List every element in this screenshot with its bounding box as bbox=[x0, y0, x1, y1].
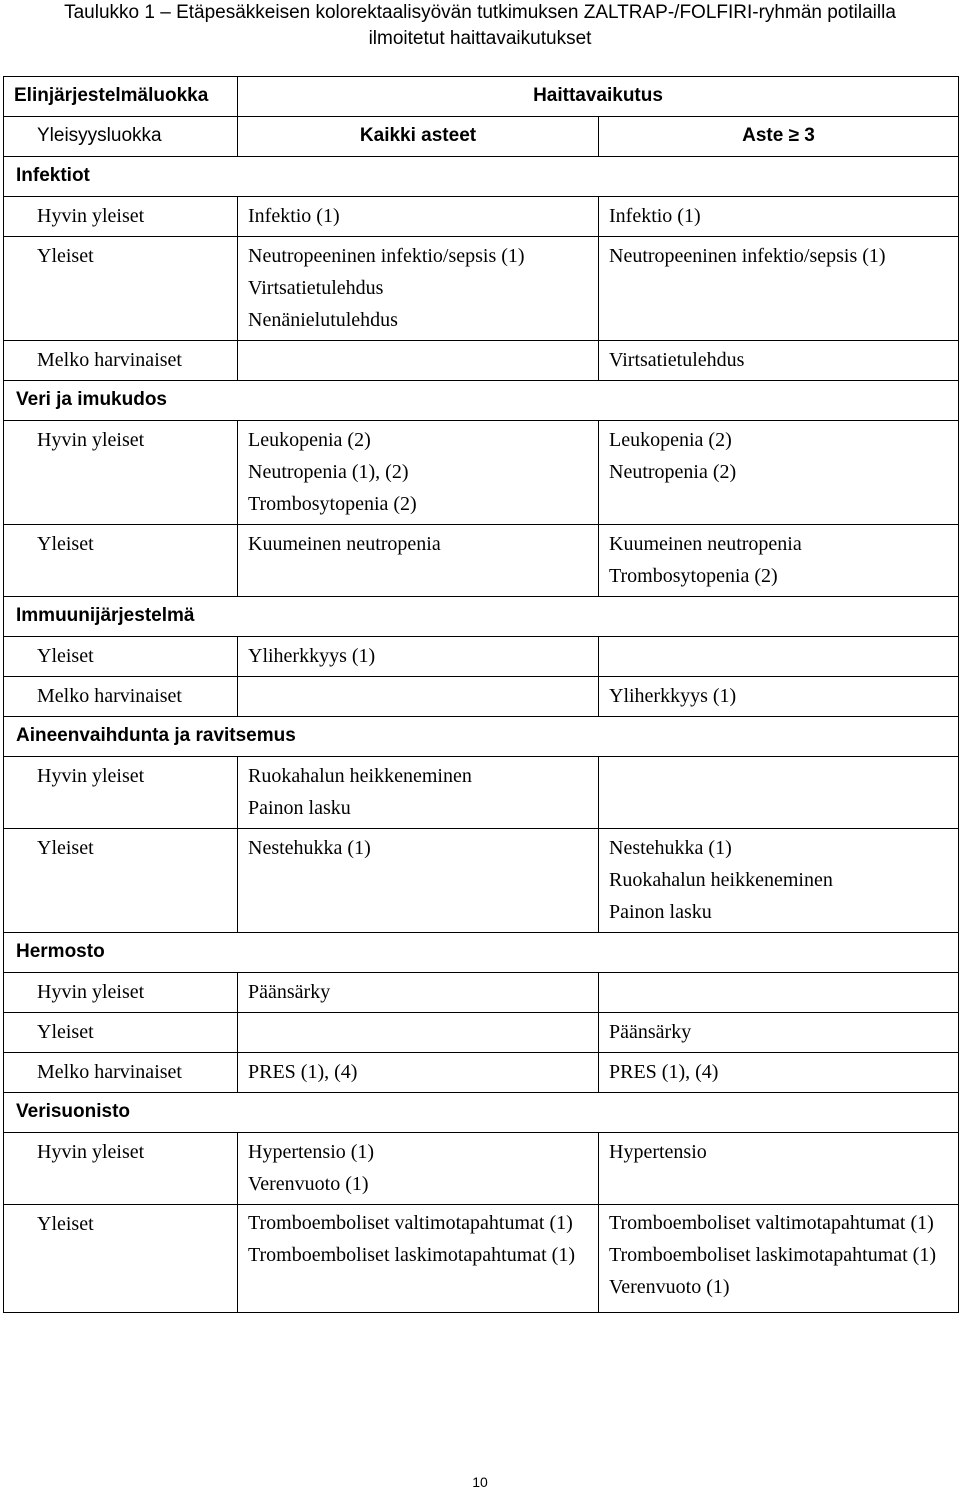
all-grades-cell bbox=[238, 677, 599, 717]
grade-3-cell bbox=[599, 197, 959, 237]
grade-3-cell bbox=[599, 1133, 959, 1205]
reaction-text: Neutropeeninen infektio/sepsis (1) bbox=[248, 245, 525, 267]
all-grades-cell bbox=[238, 1053, 599, 1093]
table-row bbox=[4, 525, 959, 597]
reaction-text: Nestehukka (1) bbox=[609, 837, 732, 859]
grade-3-cell bbox=[599, 973, 959, 1013]
reaction-text: Tromboemboliset valtimotapahtumat (1) bbox=[248, 1212, 573, 1234]
table-row bbox=[4, 1053, 959, 1093]
reaction-text: Hypertensio (1) bbox=[248, 1141, 375, 1163]
reaction-text: Leukopenia (2) bbox=[609, 429, 732, 451]
section-title: Aineenvaihdunta ja ravitsemus bbox=[4, 717, 959, 757]
reaction-text: Hypertensio bbox=[609, 1141, 707, 1163]
reaction-text: Yliherkkyys (1) bbox=[248, 645, 376, 667]
reaction-text: Yliherkkyys (1) bbox=[609, 685, 737, 707]
table-row bbox=[4, 973, 959, 1013]
table-row bbox=[4, 637, 959, 677]
table-row bbox=[4, 237, 959, 341]
reaction-text: PRES (1), (4) bbox=[609, 1061, 719, 1083]
all-grades-cell bbox=[238, 829, 599, 933]
all-grades-cell bbox=[238, 421, 599, 525]
table-row bbox=[4, 197, 959, 237]
table-row bbox=[4, 829, 959, 933]
table-row bbox=[4, 421, 959, 525]
grade-3-cell bbox=[599, 341, 959, 381]
reaction-text: Kuumeinen neutropenia bbox=[609, 533, 802, 555]
section-row bbox=[4, 157, 959, 197]
caption-line-1: Taulukko 1 – Etäpesäkkeisen kolorektaalisyövän tutkimuksen ZALTRAP-/FOLFIRI-ryhmän potilailla bbox=[64, 2, 896, 23]
reaction-text: Nenänielutulehdus bbox=[248, 309, 398, 331]
section-row bbox=[4, 933, 959, 973]
grade-3-cell bbox=[599, 421, 959, 525]
frequency-cell: Yleiset bbox=[4, 525, 238, 597]
header-frequency: Yleisyysluokka bbox=[4, 117, 238, 157]
reaction-text: Neutropeeninen infektio/sepsis (1) bbox=[609, 245, 886, 267]
all-grades-cell bbox=[238, 525, 599, 597]
adverse-reactions-table bbox=[3, 76, 959, 1313]
table-row bbox=[4, 341, 959, 381]
reaction-text: Tromboemboliset laskimotapahtumat (1) bbox=[609, 1244, 937, 1266]
section-title: Hermosto bbox=[4, 933, 959, 973]
grade-3-cell bbox=[599, 637, 959, 677]
all-grades-cell bbox=[238, 341, 599, 381]
grade-3-cell bbox=[599, 677, 959, 717]
all-grades-cell bbox=[238, 973, 599, 1013]
frequency-cell: Melko harvinaiset bbox=[4, 1053, 238, 1093]
reaction-text: Infektio (1) bbox=[609, 205, 701, 227]
header-adverse-reaction: Haittavaikutus bbox=[238, 77, 959, 117]
frequency-cell: Hyvin yleiset bbox=[4, 421, 238, 525]
reaction-text: Virtsatietulehdus bbox=[248, 277, 384, 299]
frequency-cell: Yleiset bbox=[4, 1013, 238, 1053]
frequency-cell: Hyvin yleiset bbox=[4, 973, 238, 1013]
frequency-cell: Melko harvinaiset bbox=[4, 677, 238, 717]
grade-3-cell bbox=[599, 1013, 959, 1053]
reaction-text: Ruokahalun heikkeneminen bbox=[609, 869, 833, 891]
section-title: Immuunijärjestelmä bbox=[4, 597, 959, 637]
frequency-cell: Melko harvinaiset bbox=[4, 341, 238, 381]
reaction-text: Trombosytopenia (2) bbox=[609, 565, 778, 587]
reaction-text: Neutropenia (2) bbox=[609, 461, 737, 483]
grade-3-cell bbox=[599, 1053, 959, 1093]
section-row bbox=[4, 1093, 959, 1133]
section-title: Infektiot bbox=[4, 157, 959, 197]
reaction-text: Tromboemboliset valtimotapahtumat (1) bbox=[609, 1212, 934, 1234]
grade-3-cell bbox=[599, 1205, 959, 1313]
reaction-text: Verenvuoto (1) bbox=[609, 1276, 730, 1298]
all-grades-cell bbox=[238, 757, 599, 829]
section-row bbox=[4, 381, 959, 421]
frequency-cell: Hyvin yleiset bbox=[4, 757, 238, 829]
section-row bbox=[4, 597, 959, 637]
header-row-sub bbox=[4, 117, 959, 157]
all-grades-cell bbox=[238, 197, 599, 237]
reaction-text: Päänsärky bbox=[248, 981, 331, 1003]
reaction-text: Painon lasku bbox=[609, 901, 712, 923]
header-organ-class: Elinjärjestelmäluokka bbox=[4, 77, 238, 117]
frequency-cell: Hyvin yleiset bbox=[4, 197, 238, 237]
header-row-top bbox=[4, 77, 959, 117]
reaction-text: Painon lasku bbox=[248, 797, 351, 819]
reaction-text: Trombosytopenia (2) bbox=[248, 493, 417, 515]
grade-3-cell bbox=[599, 757, 959, 829]
table-row bbox=[4, 1013, 959, 1053]
header-grade-3: Aste ≥ 3 bbox=[599, 117, 959, 157]
reaction-text: Verenvuoto (1) bbox=[248, 1173, 369, 1195]
all-grades-cell bbox=[238, 1013, 599, 1053]
section-title: Verisuonisto bbox=[4, 1093, 959, 1133]
reaction-text: PRES (1), (4) bbox=[248, 1061, 358, 1083]
frequency-cell: Yleiset bbox=[4, 637, 238, 677]
frequency-cell: Hyvin yleiset bbox=[4, 1133, 238, 1205]
frequency-cell: Yleiset bbox=[4, 237, 238, 341]
reaction-text: Nestehukka (1) bbox=[248, 837, 371, 859]
all-grades-cell bbox=[238, 1205, 599, 1313]
reaction-text: Virtsatietulehdus bbox=[609, 349, 745, 371]
reaction-text: Neutropenia (1), (2) bbox=[248, 461, 409, 483]
table-body bbox=[4, 157, 959, 1313]
table-row bbox=[4, 1133, 959, 1205]
page-number: 10 bbox=[472, 1474, 488, 1490]
reaction-text: Päänsärky bbox=[609, 1021, 692, 1043]
section-title: Veri ja imukudos bbox=[4, 381, 959, 421]
section-row bbox=[4, 717, 959, 757]
all-grades-cell bbox=[238, 1133, 599, 1205]
table-row bbox=[4, 677, 959, 717]
frequency-cell: Yleiset bbox=[4, 829, 238, 933]
grade-3-cell bbox=[599, 829, 959, 933]
grade-3-cell bbox=[599, 525, 959, 597]
frequency-cell: Yleiset bbox=[4, 1205, 238, 1313]
grade-3-cell bbox=[599, 237, 959, 341]
reaction-text: Tromboemboliset laskimotapahtumat (1) bbox=[248, 1244, 576, 1266]
header-all-grades: Kaikki asteet bbox=[238, 117, 599, 157]
all-grades-cell bbox=[238, 237, 599, 341]
reaction-text: Ruokahalun heikkeneminen bbox=[248, 765, 472, 787]
table-row bbox=[4, 757, 959, 829]
caption-line-2: ilmoitetut haittavaikutukset bbox=[368, 28, 592, 49]
reaction-text: Leukopenia (2) bbox=[248, 429, 371, 451]
table-row bbox=[4, 1205, 959, 1313]
reaction-text: Kuumeinen neutropenia bbox=[248, 533, 441, 555]
all-grades-cell bbox=[238, 637, 599, 677]
reaction-text: Infektio (1) bbox=[248, 205, 340, 227]
table-caption bbox=[0, 0, 960, 52]
